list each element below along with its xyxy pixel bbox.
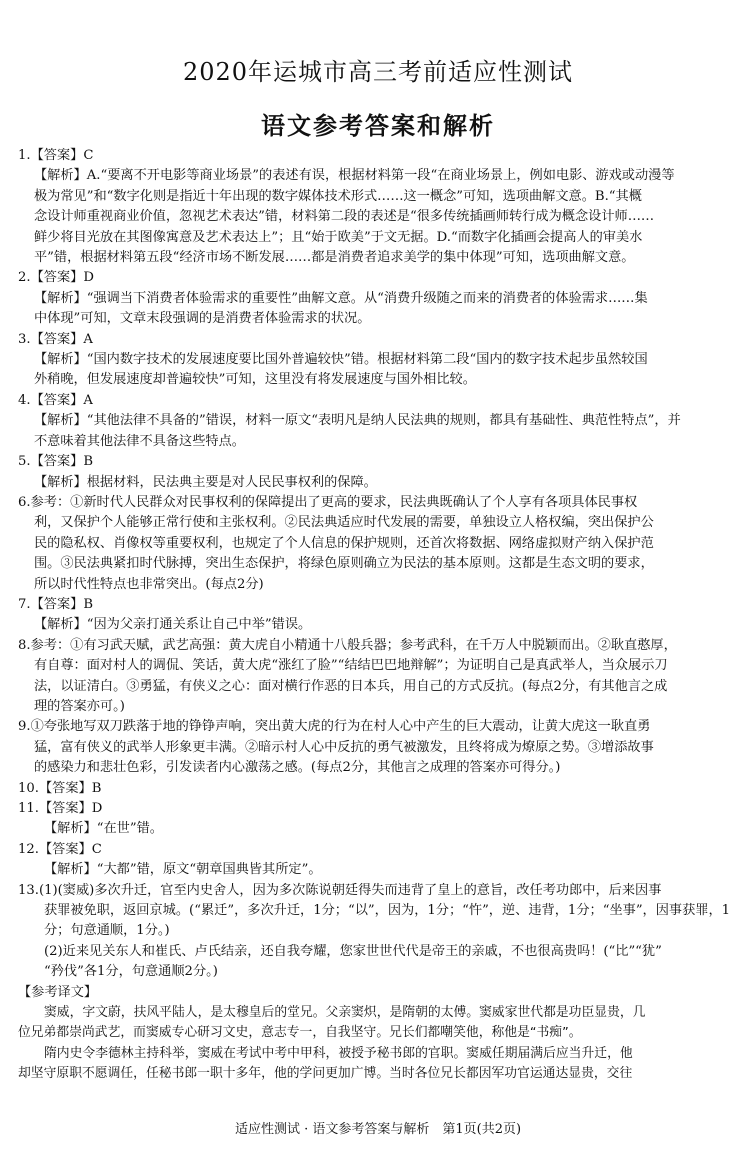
answer-content: [18, 146, 742, 1085]
text-line: 【解析】“国内数字技术的发展速度要比国外普遍较快”错。根据材料第二段“国内的数字技术起步虽然较国: [34, 352, 648, 368]
text-line: 有自尊：面对村人的调侃、笑话，黄大虎“涨红了脸”“结结巴巴地辩解”；为证明自己是真武举人，当众展示刀: [34, 658, 668, 674]
text-line: 不意味着其他法律不具备这些特点。: [34, 433, 245, 449]
text-line: 猛，富有侠义的武举人形象更丰满。②暗示村人心中反抗的勇气被激发，且终将成为燎原之势。③增添故事: [34, 739, 654, 755]
text-line: 围。③民法典紧扣时代脉搏，突出生态保护，将绿色原则确立为民法的基本原则。这都是生态文明的要求，: [34, 556, 654, 572]
text-line: 11.【答案】D: [18, 801, 103, 816]
text-line: 念设计师重视商业价值，忽视艺术表达”错，材料第二段的表述是“很多传统插画师转行成为概念设计师……: [34, 209, 655, 225]
text-line: 8.参考：①有习武天赋，武艺高强：黄大虎自小精通十八般兵器；参考武科，在千万人中脱颖而出。②耿直憨厚，: [18, 637, 677, 653]
text-line: 获罪被免职，返回京城。(“累迁”，多次升迁，1分；“以”，因为，1分；“忤”，逆、违背，1分；“坐事”，因事获罪，1: [44, 903, 731, 919]
text-line: 9.①夸张地写双刀跌落于地的铮铮声响，突出黄大虎的行为在村人心中产生的巨大震动，让黄大虎这一耿直勇: [18, 719, 651, 735]
text-line: 窦威，字文蔚，扶风平陆人，是太穆皇后的堂兄。父亲窦炽，是隋朝的太傅。窦威家世代都是功臣显贵，几: [44, 1005, 646, 1021]
text-line: 极为常见”和“数字化则是指近十年出现的数字媒体技术形式……这一概念”可知，选项曲解文意。B.“其概: [34, 188, 642, 204]
text-line: 10.【答案】B: [18, 780, 102, 796]
document-title: 2020年运城市高三考前适应性测试: [182, 58, 574, 86]
text-line: 【解析】“在世”错。: [44, 821, 163, 837]
text-line: 隋内史令李德林主持科举，窦威在考试中考中甲科，被授予秘书郎的官职。窦威任期届满后应当升迁，他: [44, 1045, 633, 1061]
text-line: 鲜少将目光放在其图像寓意及艺术表达上”；且“始于欧美”于文无据。D.“而数字化插画会提高人的审美水: [34, 229, 643, 245]
page-footer: 适应性测试 · 语文参考答案与解析 第1页(共2页): [234, 1122, 522, 1137]
text-line: 民的隐私权、肖像权等重要权利，也规定了个人信息的保护规则，还首次将数据、网络虚拟财产纳入保护范: [34, 535, 654, 551]
text-line: 的感染力和悲壮色彩，引发读者内心激荡之感。(每点2分，其他言之成理的答案亦可得分。): [34, 760, 561, 776]
text-line: 却坚守原职不愿调任，任秘书郎一职十多年，他的学问更加广博。当时各位兄长都因军功官运通达显贵，交往: [18, 1066, 633, 1082]
text-line: 【参考译文】: [18, 984, 98, 1000]
text-line: 2.【答案】D: [18, 270, 94, 286]
text-line: 理的答案亦可。): [34, 698, 125, 714]
text-line: 分；句意通顺，1分。): [44, 923, 170, 939]
text-line: 3.【答案】A: [18, 331, 93, 347]
text-line: 中体现”可知，文章末段强调的是消费者体验需求的状况。: [34, 311, 371, 327]
text-line: 外稍晚，但发展速度却普遍较快”可知，这里没有将发展速度与国外相比较。: [34, 372, 476, 388]
text-line: 【解析】“强调当下消费者体验需求的重要性”曲解文意。从“消费升级随之而来的消费者的体验需求……集: [34, 290, 648, 306]
text-line: 【解析】A.“要离不开电影等商业场景”的表述有误，根据材料第一段“在商业场景上，例如电影、游戏或动漫等: [34, 168, 675, 184]
text-line: 平”错，根据材料第五段“经济市场不断发展……都是消费者追求美学的集中体现”可知，选项曲解文意。: [34, 250, 635, 266]
text-line: 利，又保护个人能够正常行使和主张权利。②民法典适应时代发展的需要，单独设立人格权编，突出保护公: [34, 515, 654, 531]
text-line: 【解析】“因为父亲打通关系让自己中举”错误。: [34, 617, 312, 633]
text-line: “矜伐”各1分，句意通顺2分。): [44, 964, 218, 980]
text-line: 法，以证清白。③勇猛，有侠义之心：面对横行作恶的日本兵，用自己的方式反抗。(每点2分，有其他言之成: [34, 678, 668, 694]
text-line: 4.【答案】A: [18, 392, 93, 408]
text-line: 【解析】根据材料，民法典主要是对人民民事权利的保障。: [34, 474, 377, 490]
text-line: 所以时代性特点也非常突出。(每点2分): [34, 576, 264, 592]
text-line: 位兄弟都崇尚武艺，而窦威专心研习文史，意志专一，自我坚守。兄长们都嘲笑他，称他是“书痴”。: [18, 1025, 582, 1041]
text-line: 【解析】“其他法律不具备的”错误，材料一原文“表明凡是纳人民法典的规则，都具有基础性、典范性特点”，并: [34, 413, 681, 429]
text-line: (2)近来见关东人和崔氏、卢氏结亲，还自我夸耀，您家世世代代是帝王的亲戚，不也很高贵吗！(“比”“犹”: [44, 943, 662, 959]
text-line: 【解析】“大都”错，原文“朝章国典皆其所定”。: [44, 862, 322, 878]
text-line: 1.【答案】C: [18, 148, 94, 163]
text-line: 5.【答案】B: [18, 454, 94, 470]
text-line: 13.(1)(窦威)多次升迁，官至内史舍人，因为多次陈说朝廷得失而违背了皇上的意旨，改任考功郎中，后来因事: [18, 882, 662, 898]
text-line: 7.【答案】B: [18, 596, 94, 612]
document-subtitle: 语文参考答案和解析: [261, 111, 495, 140]
text-line: 6.参考：①新时代人民群众对民事权利的保障提出了更高的要求，民法典既确认了个人享有各项具体民事权: [18, 494, 638, 510]
text-line: 12.【答案】C: [18, 841, 102, 857]
